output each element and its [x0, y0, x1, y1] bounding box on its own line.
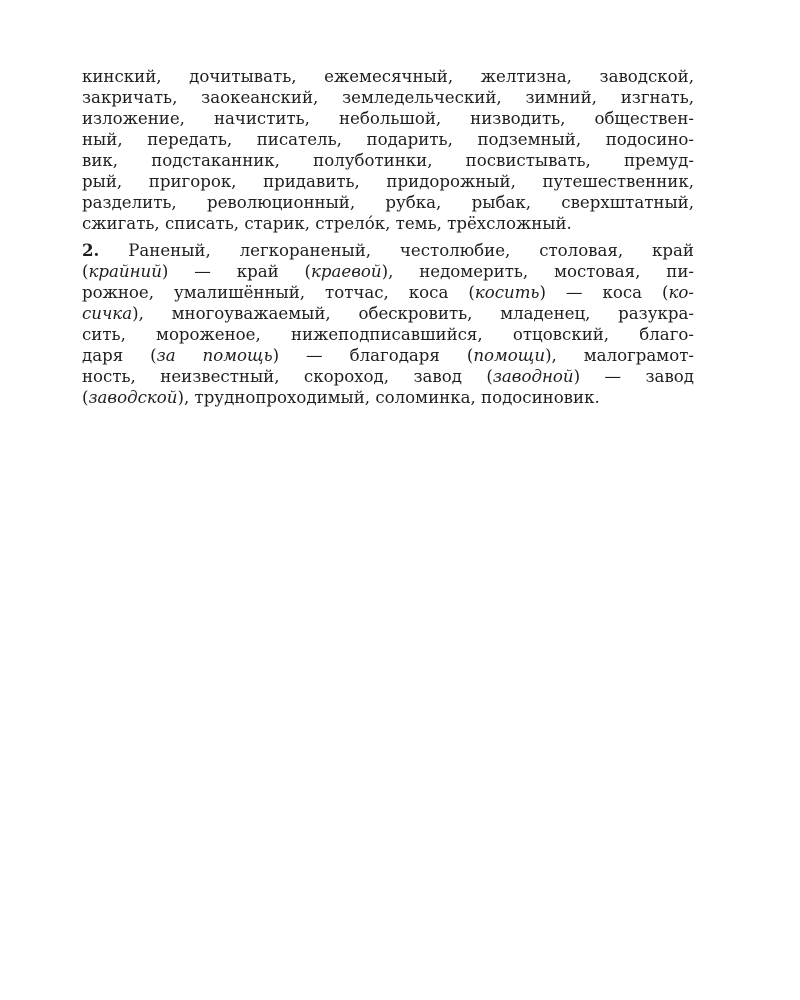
page-text: [82, 66, 694, 408]
text-line: [82, 261, 694, 282]
text-segment: кинский, дочитывать, ежемесячный, желтизна, заводской,: [82, 67, 694, 86]
text-segment: (: [82, 388, 89, 407]
text-segment: ), многоуважаемый, обескровить, младенец, разукра-: [132, 304, 694, 323]
text-segment: закричать, заокеанский, земледельческий, зимний, изгнать,: [82, 88, 694, 107]
text-segment: рожное, умалишённый, тотчас, коса (: [82, 283, 475, 302]
text-segment: ), труднопроходимый, соломинка, подосиновик.: [177, 388, 600, 407]
text-line: [82, 303, 694, 324]
text-segment: ный, передать, писатель, подарить, подземный, подосино-: [82, 130, 694, 149]
italic-word: косить: [474, 283, 540, 302]
word-list-paragraph: [82, 66, 694, 234]
italic-word: сичка: [82, 304, 133, 323]
italic-word: краевой: [311, 262, 382, 281]
text-line: [82, 87, 694, 108]
text-line: [82, 66, 694, 87]
text-segment: сжигать, списать, старик, стрело́к, темь, трёхсложный.: [82, 214, 572, 233]
italic-word: помощи: [473, 346, 546, 365]
text-segment: даря (: [82, 346, 157, 365]
text-segment: Раненый, легкораненый, честолюбие, столовая, край: [99, 241, 694, 260]
item-number: 2.: [82, 240, 100, 260]
text-segment: ) — край (: [161, 262, 311, 281]
italic-word: крайний: [88, 262, 162, 281]
text-line: [82, 213, 694, 234]
text-segment: ность, неизвестный, скороход, завод (: [82, 367, 493, 386]
italic-word: заводской: [88, 388, 178, 407]
text-line: [82, 171, 694, 192]
text-segment: ) — благодаря (: [272, 346, 474, 365]
text-line: [82, 129, 694, 150]
text-segment: вик, подстаканник, полуботинки, посвистывать, премуд-: [82, 151, 694, 170]
text-segment: ) — завод: [573, 367, 694, 386]
text-line: [82, 108, 694, 129]
text-segment: рый, пригорок, придавить, придорожный, путешественник,: [82, 172, 694, 191]
text-segment: разделить, революционный, рубка, рыбак, сверхштатный,: [82, 193, 694, 212]
text-segment: сить, мороженое, нижеподписавшийся, отцовский, благо-: [82, 325, 694, 344]
text-segment: (: [82, 262, 89, 281]
text-line: [82, 324, 694, 345]
italic-word: заводной: [492, 367, 574, 386]
italic-word: за помощь: [156, 346, 273, 365]
text-line: [82, 282, 694, 303]
italic-word: ко-: [668, 283, 695, 302]
text-line: [82, 192, 694, 213]
text-line: [82, 366, 694, 387]
text-segment: изложение, начистить, небольшой, низводить, обществен-: [82, 109, 694, 128]
text-line: [82, 345, 694, 366]
text-segment: ), малограмот-: [545, 346, 694, 365]
text-segment: ) — коса (: [539, 283, 669, 302]
text-segment: ), недомерить, мостовая, пи-: [381, 262, 694, 281]
text-line: [82, 240, 694, 261]
text-line: [82, 387, 694, 408]
text-line: [82, 150, 694, 171]
item-2-paragraph: [82, 240, 694, 408]
